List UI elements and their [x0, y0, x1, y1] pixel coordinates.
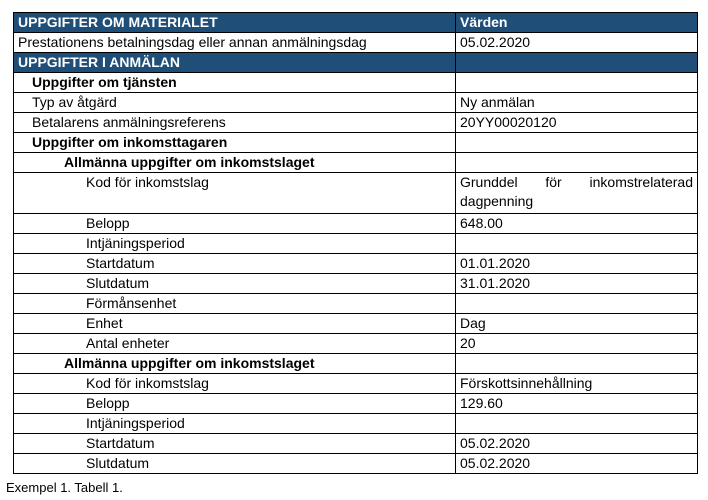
service-title: Uppgifter om tjänsten	[14, 73, 456, 93]
units-count-value: 20	[456, 334, 698, 354]
end-date-label: Slutdatum	[14, 274, 456, 294]
table-row	[14, 294, 698, 314]
empty-cell	[456, 414, 698, 434]
end-date-value: 05.02.2020	[456, 454, 698, 474]
table-row	[14, 434, 698, 454]
empty-cell	[456, 234, 698, 254]
amount-label: Belopp	[14, 394, 456, 414]
table-header-row	[14, 13, 698, 33]
start-date-value: 05.02.2020	[456, 434, 698, 454]
start-date-label: Startdatum	[14, 254, 456, 274]
table-row	[14, 334, 698, 354]
table-row	[14, 314, 698, 334]
table-caption: Exempel 1. Tabell 1.	[6, 480, 123, 495]
section-empty-cell	[456, 53, 698, 73]
table-row	[14, 274, 698, 294]
action-type-value: Ny anmälan	[456, 93, 698, 113]
table-row	[14, 454, 698, 474]
income-code-value-line2: dagpenning	[460, 193, 534, 209]
table-row	[14, 133, 698, 153]
start-date-value: 01.01.2020	[456, 254, 698, 274]
start-date-label: Startdatum	[14, 434, 456, 454]
action-type-label: Typ av åtgärd	[14, 93, 456, 113]
amount-value: 129.60	[456, 394, 698, 414]
income-code-value: Förskottsinnehållning	[456, 374, 698, 394]
income-general-title: Allmänna uppgifter om inkomstslaget	[14, 354, 456, 374]
empty-cell	[456, 294, 698, 314]
reference-value: 20YY00020120	[456, 113, 698, 133]
units-count-label: Antal enheter	[14, 334, 456, 354]
income-code-label: Kod för inkomstslag	[14, 374, 456, 394]
table-row	[14, 254, 698, 274]
table-row	[14, 354, 698, 374]
table-row	[14, 414, 698, 434]
header-label: UPPGIFTER OM MATERIALET	[14, 13, 456, 33]
recipient-title: Uppgifter om inkomsttagaren	[14, 133, 456, 153]
empty-cell	[456, 153, 698, 173]
end-date-label: Slutdatum	[14, 454, 456, 474]
unit-value: Dag	[456, 314, 698, 334]
amount-label: Belopp	[14, 214, 456, 234]
table-row	[14, 394, 698, 414]
table-row	[14, 173, 698, 214]
table-row	[14, 93, 698, 113]
data-table	[13, 12, 698, 474]
income-code-label: Kod för inkomstslag	[14, 173, 456, 214]
income-code-value	[456, 173, 698, 214]
section-header-row	[14, 53, 698, 73]
table-row	[14, 73, 698, 93]
material-label: Prestationens betalningsdag eller annan anmälningsdag	[14, 33, 456, 53]
income-general-title: Allmänna uppgifter om inkomstslaget	[14, 153, 456, 173]
income-code-value-line1: Grunddel för inkomstrelaterad	[460, 174, 693, 190]
material-value: 05.02.2020	[456, 33, 698, 53]
header-values: Värden	[456, 13, 698, 33]
table-row	[14, 234, 698, 254]
table-row	[14, 33, 698, 53]
period-label: Intjäningsperiod	[14, 414, 456, 434]
benefit-unit-label: Förmånsenhet	[14, 294, 456, 314]
table-row	[14, 113, 698, 133]
reference-label: Betalarens anmälningsreferens	[14, 113, 456, 133]
table-row	[14, 214, 698, 234]
end-date-value: 31.01.2020	[456, 274, 698, 294]
section-title: UPPGIFTER I ANMÄLAN	[14, 53, 456, 73]
amount-value: 648.00	[456, 214, 698, 234]
empty-cell	[456, 354, 698, 374]
unit-label: Enhet	[14, 314, 456, 334]
table-row	[14, 374, 698, 394]
empty-cell	[456, 73, 698, 93]
empty-cell	[456, 133, 698, 153]
table-row	[14, 153, 698, 173]
period-label: Intjäningsperiod	[14, 234, 456, 254]
